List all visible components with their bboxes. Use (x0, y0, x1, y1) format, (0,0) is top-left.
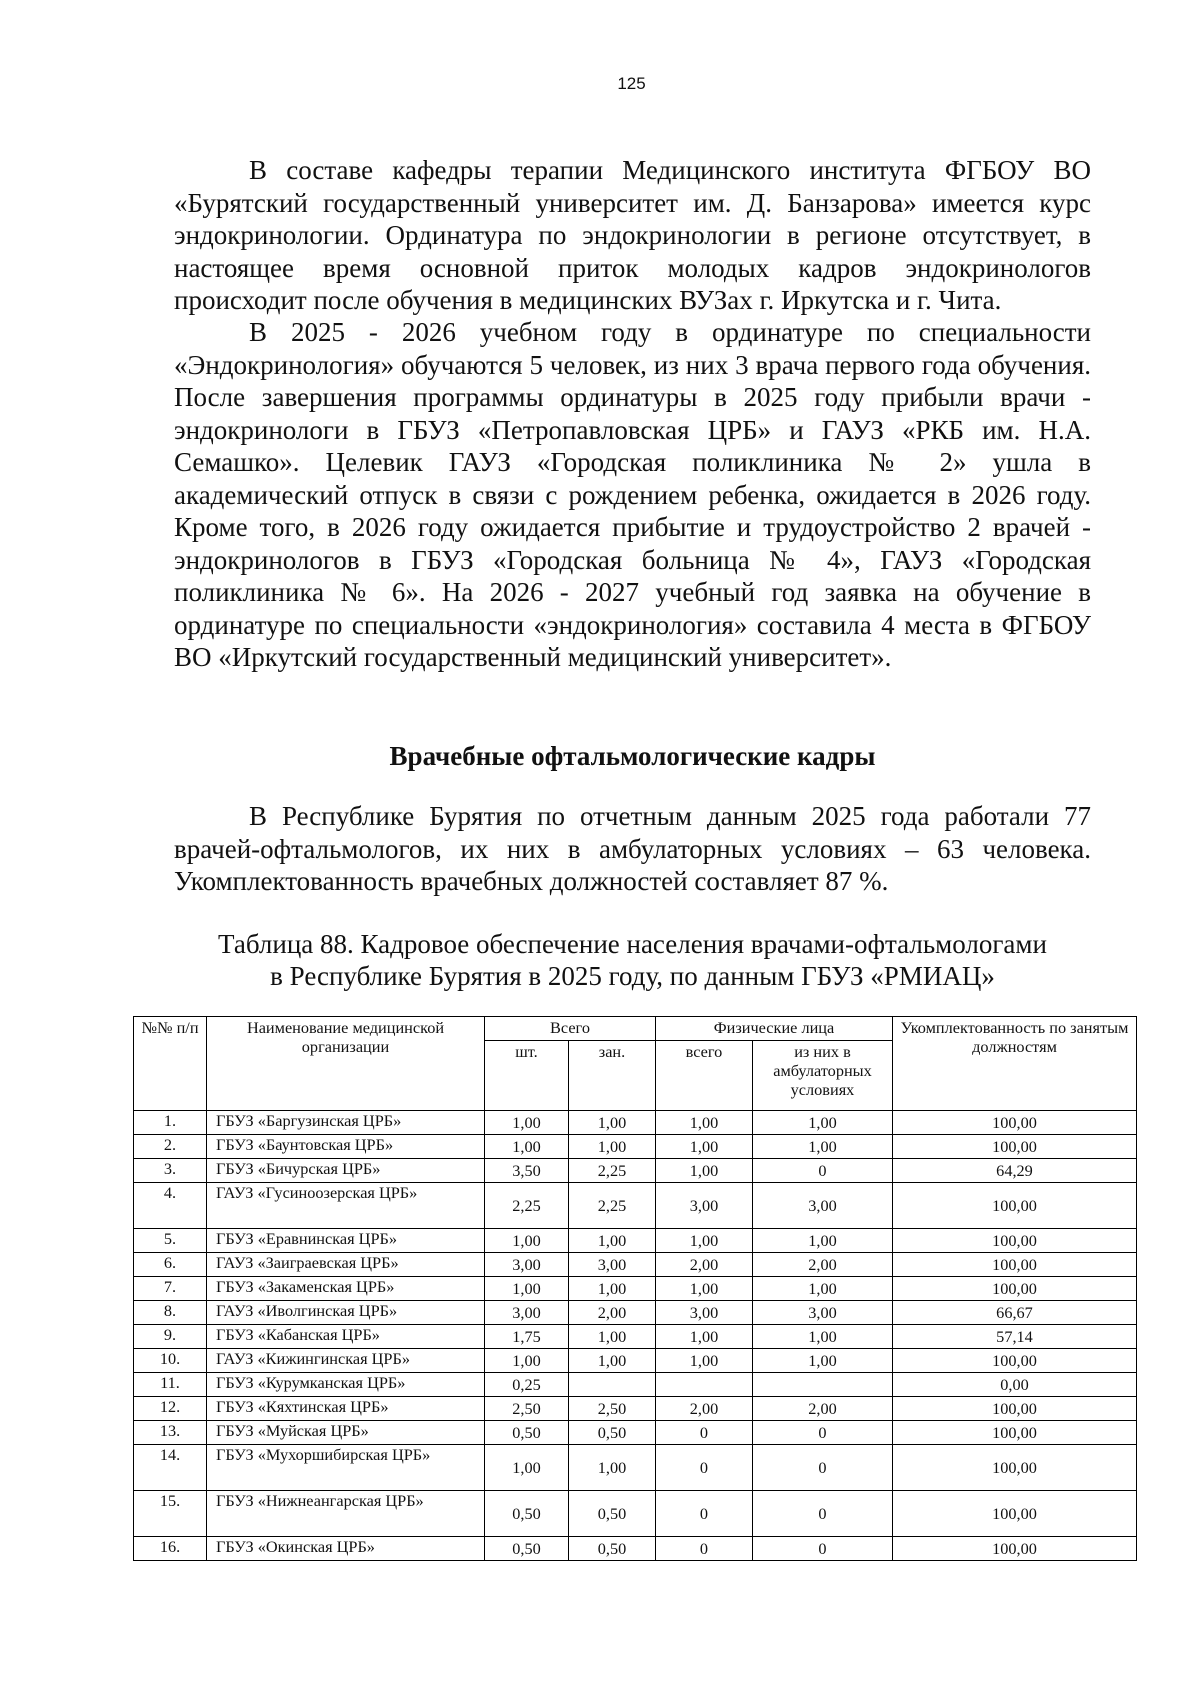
cell-occupied: 0,50 (569, 1491, 656, 1537)
cell-number: 10. (134, 1349, 207, 1373)
cell-staffing: 100,00 (893, 1229, 1137, 1253)
cell-occupied: 1,00 (569, 1229, 656, 1253)
staffing-table (133, 1016, 1137, 1561)
cell-occupied: 3,00 (569, 1253, 656, 1277)
cell-outpatient: 1,00 (753, 1349, 893, 1373)
cell-outpatient: 3,00 (753, 1301, 893, 1325)
table-row (134, 1183, 1137, 1229)
cell-number: 2. (134, 1135, 207, 1159)
cell-number: 11. (134, 1373, 207, 1397)
cell-outpatient: 1,00 (753, 1229, 893, 1253)
cell-units: 1,00 (485, 1445, 569, 1491)
table-row (134, 1159, 1137, 1183)
cell-staffing: 64,29 (893, 1159, 1137, 1183)
cell-staffing: 57,14 (893, 1325, 1137, 1349)
cell-staffing: 100,00 (893, 1183, 1137, 1229)
cell-staffing: 100,00 (893, 1349, 1137, 1373)
cell-units: 3,50 (485, 1159, 569, 1183)
header-persons-outpatient: из них в амбулаторных условиях (753, 1041, 893, 1111)
cell-units: 1,75 (485, 1325, 569, 1349)
cell-occupied: 1,00 (569, 1277, 656, 1301)
cell-occupied: 2,25 (569, 1183, 656, 1229)
cell-persons: 1,00 (656, 1277, 753, 1301)
header-total: Всего (485, 1017, 656, 1041)
cell-organization: ГАУЗ «Гусиноозерская ЦРБ» (207, 1183, 485, 1229)
cell-outpatient: 2,00 (753, 1397, 893, 1421)
cell-number: 4. (134, 1183, 207, 1229)
cell-staffing: 100,00 (893, 1253, 1137, 1277)
cell-occupied: 1,00 (569, 1349, 656, 1373)
cell-number: 8. (134, 1301, 207, 1325)
cell-organization: ГБУЗ «Мухоршибирская ЦРБ» (207, 1445, 485, 1491)
cell-number: 3. (134, 1159, 207, 1183)
cell-persons: 1,00 (656, 1135, 753, 1159)
cell-outpatient: 0 (753, 1421, 893, 1445)
cell-units: 0,25 (485, 1373, 569, 1397)
table-caption-line: в Республике Бурятия в 2025 году, по данным ГБУЗ «РМИАЦ» (270, 961, 995, 991)
paragraph-endocrinology-course (174, 154, 1091, 317)
cell-occupied: 1,00 (569, 1135, 656, 1159)
cell-units: 1,00 (485, 1349, 569, 1373)
header-organization: Наименование медицинской организации (207, 1017, 485, 1111)
cell-persons: 1,00 (656, 1349, 753, 1373)
cell-number: 12. (134, 1397, 207, 1421)
cell-persons: 1,00 (656, 1159, 753, 1183)
cell-persons: 0 (656, 1491, 753, 1537)
cell-organization: ГАУЗ «Иволгинская ЦРБ» (207, 1301, 485, 1325)
cell-units: 0,50 (485, 1421, 569, 1445)
paragraph-text: В Республике Бурятия по отчетным данным 2025 года работали 77 врачей-офтальмологов, их них в амбулаторных условиях – 63 человека. Укомплектованность врачебных должностей составляет 87 %. (174, 801, 1091, 896)
cell-staffing: 100,00 (893, 1491, 1137, 1537)
cell-units: 3,00 (485, 1253, 569, 1277)
cell-occupied: 1,00 (569, 1111, 656, 1135)
table-row (134, 1325, 1137, 1349)
table-row (134, 1277, 1137, 1301)
cell-outpatient: 1,00 (753, 1135, 893, 1159)
cell-occupied: 0,50 (569, 1421, 656, 1445)
cell-occupied: 2,50 (569, 1397, 656, 1421)
cell-organization: ГБУЗ «Кабанская ЦРБ» (207, 1325, 485, 1349)
header-staffing: Укомплектованность по занятым должностям (893, 1017, 1137, 1111)
cell-occupied: 0,50 (569, 1537, 656, 1561)
table-row (134, 1349, 1137, 1373)
cell-outpatient: 0 (753, 1537, 893, 1561)
header-number: №№ п/п (134, 1017, 207, 1111)
cell-units: 2,25 (485, 1183, 569, 1229)
cell-units: 1,00 (485, 1277, 569, 1301)
paragraph-ophthalmologists (174, 800, 1091, 898)
cell-number: 9. (134, 1325, 207, 1349)
header-persons: Физические лица (656, 1017, 893, 1041)
cell-occupied: 2,00 (569, 1301, 656, 1325)
table-body (134, 1111, 1137, 1561)
cell-occupied: 1,00 (569, 1325, 656, 1349)
cell-staffing: 66,67 (893, 1301, 1137, 1325)
cell-staffing: 100,00 (893, 1111, 1137, 1135)
cell-staffing: 100,00 (893, 1421, 1137, 1445)
header-persons-all: всего (656, 1041, 753, 1111)
table-caption (174, 928, 1091, 992)
table-row (134, 1491, 1137, 1537)
cell-occupied (569, 1373, 656, 1397)
cell-outpatient: 1,00 (753, 1325, 893, 1349)
cell-organization: ГБУЗ «Окинская ЦРБ» (207, 1537, 485, 1561)
table-caption-line: Таблица 88. Кадровое обеспечение населения врачами-офтальмологами (218, 929, 1047, 959)
header-total-units: шт. (485, 1041, 569, 1111)
table-row (134, 1397, 1137, 1421)
paragraph-residency (174, 316, 1091, 674)
cell-staffing: 100,00 (893, 1397, 1137, 1421)
cell-staffing: 0,00 (893, 1373, 1137, 1397)
table-row (134, 1301, 1137, 1325)
page-number: 125 (617, 74, 646, 93)
cell-persons: 2,00 (656, 1253, 753, 1277)
cell-organization: ГБУЗ «Еравнинская ЦРБ» (207, 1229, 485, 1253)
cell-outpatient: 0 (753, 1491, 893, 1537)
cell-organization: ГАУЗ «Кижингинская ЦРБ» (207, 1349, 485, 1373)
cell-organization: ГБУЗ «Нижнеангарская ЦРБ» (207, 1491, 485, 1537)
table-row (134, 1229, 1137, 1253)
paragraph-text: В составе кафедры терапии Медицинского института ФГБОУ ВО «Бурятский государственный университет им. Д. Банзарова» имеется курс эндокринологии. Ординатура по эндокринологии в регионе отсутствует, в настоящее время основной приток молодых кадров эндокринологов происходит после обучения в медицинских ВУЗах г. Иркутска и г. Чита. (174, 155, 1091, 315)
cell-organization: ГБУЗ «Закаменская ЦРБ» (207, 1277, 485, 1301)
cell-staffing: 100,00 (893, 1277, 1137, 1301)
cell-units: 3,00 (485, 1301, 569, 1325)
table-row (134, 1135, 1137, 1159)
cell-persons: 1,00 (656, 1325, 753, 1349)
cell-staffing: 100,00 (893, 1537, 1137, 1561)
cell-persons: 1,00 (656, 1111, 753, 1135)
cell-number: 6. (134, 1253, 207, 1277)
cell-persons: 3,00 (656, 1301, 753, 1325)
cell-number: 14. (134, 1445, 207, 1491)
cell-units: 0,50 (485, 1537, 569, 1561)
cell-number: 15. (134, 1491, 207, 1537)
cell-persons: 1,00 (656, 1229, 753, 1253)
cell-number: 16. (134, 1537, 207, 1561)
cell-persons: 0 (656, 1421, 753, 1445)
cell-outpatient: 0 (753, 1445, 893, 1491)
cell-units: 2,50 (485, 1397, 569, 1421)
cell-outpatient: 1,00 (753, 1111, 893, 1135)
cell-units: 0,50 (485, 1491, 569, 1537)
table-row (134, 1445, 1137, 1491)
cell-outpatient: 3,00 (753, 1183, 893, 1229)
cell-organization: ГБУЗ «Баунтовская ЦРБ» (207, 1135, 485, 1159)
cell-staffing: 100,00 (893, 1135, 1137, 1159)
cell-number: 1. (134, 1111, 207, 1135)
cell-occupied: 1,00 (569, 1445, 656, 1491)
table-row (134, 1253, 1137, 1277)
section-heading: Врачебные офтальмологические кадры (389, 741, 876, 771)
paragraph-text: В 2025 - 2026 учебном году в ординатуре по специальности «Эндокринология» обучаются 5 человек, из них 3 врача первого года обучения. После завершения программы ординатуры в 2025 году прибыли врачи - эндокринологи в ГБУЗ «Петропавловская ЦРБ» и ГАУЗ «РКБ им. Н.А. Семашко». Целевик ГАУЗ «Городская поликлиника № 2» ушла в академический отпуск в связи с рождением ребенка, ожидается в 2026 году. Кроме того, в 2026 году ожидается прибытие и трудоустройство 2 врачей - эндокринологов в ГБУЗ «Городская больница № 4», ГАУЗ «Городская поликлиника № 6». На 2026 - 2027 учебный год заявка на обучение в ординатуре по специальности «эндокринология» составила 4 места в ФГБОУ ВО «Иркутский государственный медицинский университет». (174, 317, 1091, 672)
cell-outpatient (753, 1373, 893, 1397)
cell-organization: ГБУЗ «Муйская ЦРБ» (207, 1421, 485, 1445)
cell-outpatient: 2,00 (753, 1253, 893, 1277)
cell-units: 1,00 (485, 1135, 569, 1159)
cell-number: 13. (134, 1421, 207, 1445)
cell-outpatient: 0 (753, 1159, 893, 1183)
cell-persons (656, 1373, 753, 1397)
cell-organization: ГБУЗ «Баргузинская ЦРБ» (207, 1111, 485, 1135)
cell-units: 1,00 (485, 1111, 569, 1135)
cell-staffing: 100,00 (893, 1445, 1137, 1491)
cell-organization: ГБУЗ «Бичурская ЦРБ» (207, 1159, 485, 1183)
cell-units: 1,00 (485, 1229, 569, 1253)
table-row (134, 1537, 1137, 1561)
cell-number: 7. (134, 1277, 207, 1301)
cell-outpatient: 1,00 (753, 1277, 893, 1301)
cell-persons: 2,00 (656, 1397, 753, 1421)
cell-organization: ГБУЗ «Кяхтинская ЦРБ» (207, 1397, 485, 1421)
cell-persons: 0 (656, 1445, 753, 1491)
cell-number: 5. (134, 1229, 207, 1253)
staffing-table-container (133, 1016, 1136, 1561)
table-row (134, 1421, 1137, 1445)
header-total-occupied: зан. (569, 1041, 656, 1111)
cell-organization: ГБУЗ «Курумканская ЦРБ» (207, 1373, 485, 1397)
cell-organization: ГАУЗ «Заиграевская ЦРБ» (207, 1253, 485, 1277)
cell-persons: 3,00 (656, 1183, 753, 1229)
cell-occupied: 2,25 (569, 1159, 656, 1183)
table-row (134, 1111, 1137, 1135)
cell-persons: 0 (656, 1537, 753, 1561)
table-row (134, 1373, 1137, 1397)
